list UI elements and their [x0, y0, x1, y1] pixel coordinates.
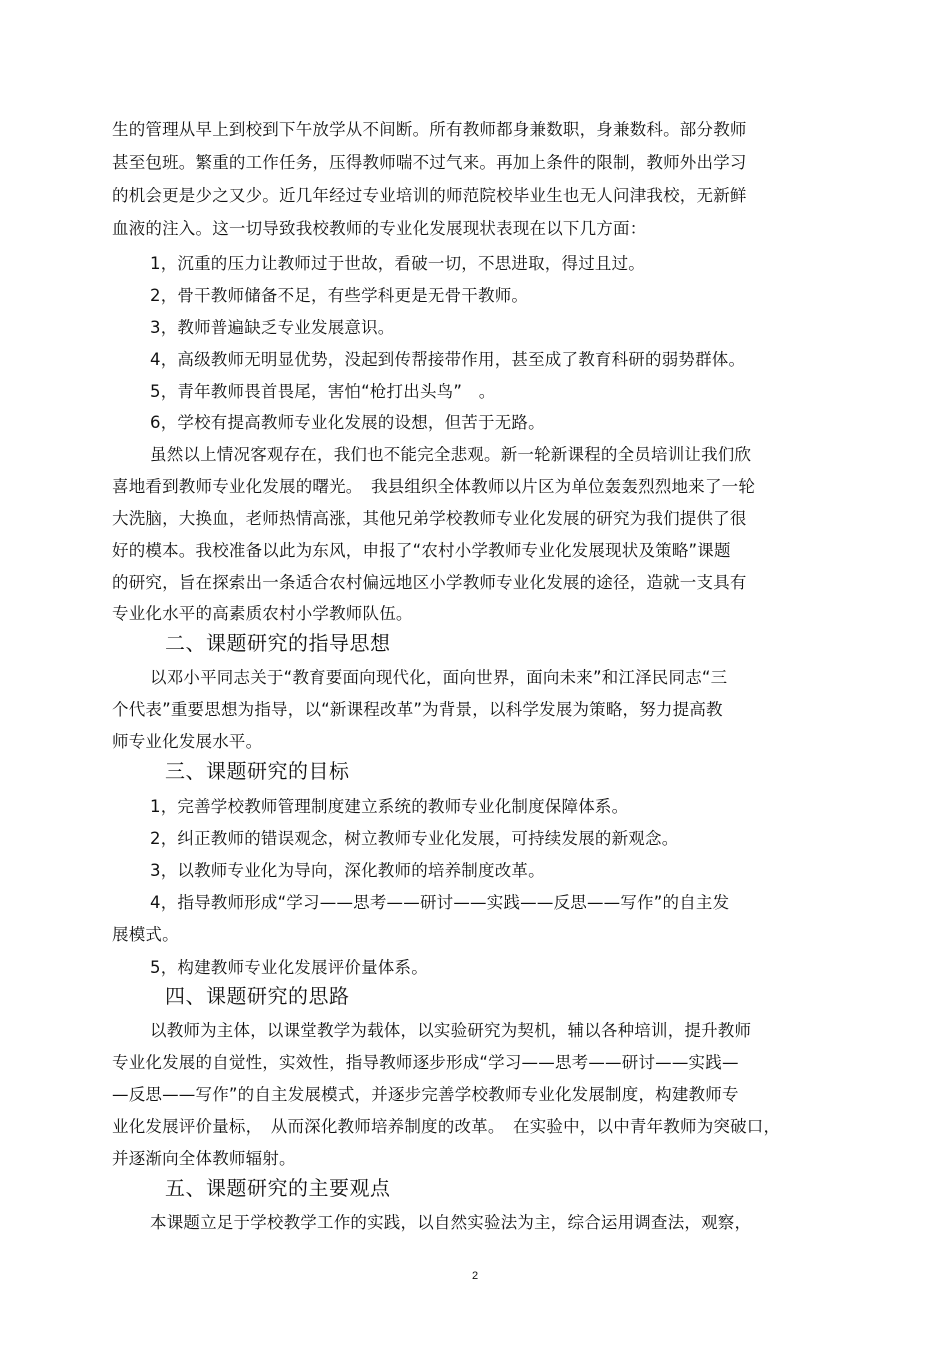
text-line: 生的管理从早上到校到下午放学从不间断。所有教师都身兼数职，身兼数科。部分教师: [112, 120, 747, 139]
list-item: 2，纠正教师的错误观念，树立教师专业化发展，可持续发展的新观念。: [150, 829, 679, 848]
list-item: 4，高级教师无明显优势，没起到传帮接带作用，甚至成了教育科研的弱势群体。: [150, 350, 746, 369]
section-heading: 三、课题研究的目标: [165, 759, 350, 783]
list-item: 5，构建教师专业化发展评价量体系。: [150, 958, 428, 977]
text-line: 个代表”重要思想为指导，以“新课程改革”为背景，以科学发展为策略，努力提高教: [112, 700, 723, 719]
text-line: —反思——写作”的自主发展模式，并逐步完善学校教师专业化发展制度，构建教师专: [112, 1085, 739, 1104]
text-line: 血液的注入。这一切导致我校教师的专业化发展现状表现在以下几方面：: [112, 219, 647, 238]
list-item: 3，以教师专业化为导向，深化教师的培养制度改革。: [150, 861, 545, 880]
text-line: 好的模本。我校准备以此为东风，申报了“农村小学教师专业化发展现状及策略”课题: [112, 541, 731, 560]
text-line: 以教师为主体，以课堂教学为载体，以实验研究为契机，辅以各种培训，提升教师: [150, 1021, 752, 1040]
text-line: 师专业化发展水平。: [112, 732, 263, 751]
section-heading: 二、课题研究的指导思想: [165, 631, 391, 655]
list-item: 4，指导教师形成“学习——思考——研讨——实践——反思——写作”的自主发: [150, 893, 730, 912]
text-line: 专业化发展的自觉性，实效性，指导教师逐步形成“学习——思考——研讨——实践—: [112, 1053, 739, 1072]
list-item: 5，青年教师畏首畏尾，害怕“枪打出头鸟” 。: [150, 382, 496, 401]
list-item: 1，沉重的压力让教师过于世故，看破一切，不思进取，得过且过。: [150, 254, 645, 273]
text-line: 以邓小平同志关于“教育要面向现代化，面向世界，面向未来”和江泽民同志“三: [150, 668, 728, 687]
text-line: 展模式。: [112, 925, 179, 944]
text-line: 甚至包班。繁重的工作任务，压得教师喘不过气来。再加上条件的限制，教师外出学习: [112, 153, 747, 172]
section-heading: 四、课题研究的思路: [165, 984, 350, 1008]
page-number: 2: [471, 1270, 479, 1282]
text-line: 业化发展评价量标， 从而深化教师培养制度的改革。 在实验中，以中青年教师为突破口，: [112, 1117, 781, 1136]
text-line: 虽然以上情况客观存在，我们也不能完全悲观。新一轮新课程的全员培训让我们欣: [150, 445, 752, 464]
text-line: 的研究，旨在探索出一条适合农村偏远地区小学教师专业化发展的途径，造就一支具有: [112, 573, 747, 592]
text-line: 大洗脑，大换血，老师热情高涨，其他兄弟学校教师专业化发展的研究为我们提供了很: [112, 509, 747, 528]
text-line: 并逐渐向全体教师辐射。: [112, 1149, 296, 1168]
text-line: 的机会更是少之又少。近几年经过专业培训的师范院校毕业生也无人问津我校，无新鲜: [112, 186, 747, 205]
list-item: 2，骨干教师储备不足，有些学科更是无骨干教师。: [150, 286, 529, 305]
text-line: 专业化水平的高素质农村小学教师队伍。: [112, 604, 413, 623]
list-item: 3，教师普遍缺乏专业发展意识。: [150, 318, 395, 337]
section-heading: 五、课题研究的主要观点: [165, 1176, 391, 1200]
list-item: 1，完善学校教师管理制度建立系统的教师专业化制度保障体系。: [150, 797, 629, 816]
text-line: 喜地看到教师专业化发展的曙光。 我县组织全体教师以片区为单位轰轰烈烈地来了一轮: [112, 477, 756, 496]
list-item: 6，学校有提高教师专业化发展的设想，但苦于无路。: [150, 413, 545, 432]
text-line: 本课题立足于学校教学工作的实践，以自然实验法为主，综合运用调查法，观察，: [150, 1213, 752, 1232]
